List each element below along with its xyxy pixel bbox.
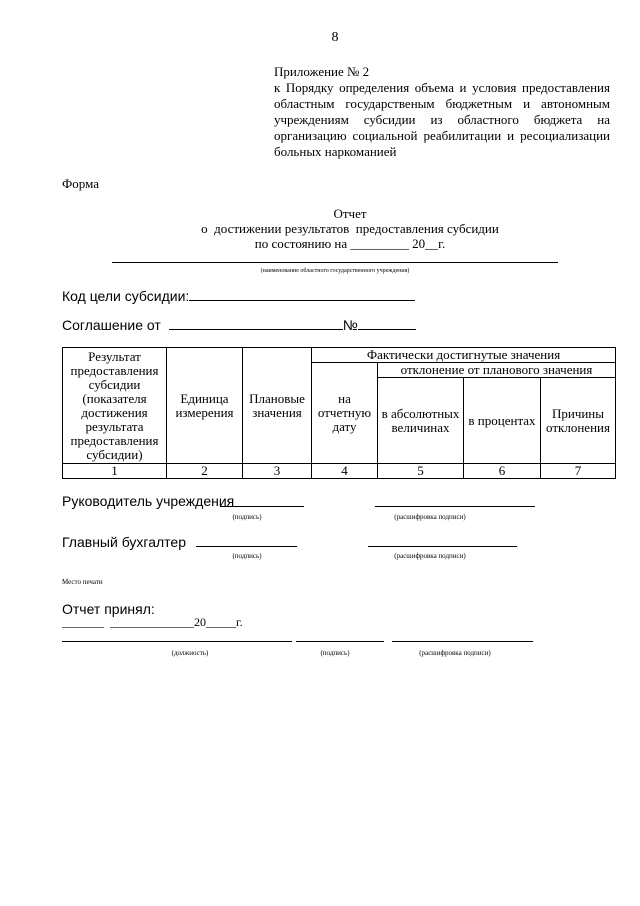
accountant-decoding-line: [368, 546, 517, 547]
accepted-label: Отчет принял:: [62, 601, 155, 617]
header-percent: в процентах: [464, 378, 541, 464]
header-unit: Единица измерения: [167, 348, 243, 464]
accepted-date: _______ ______________20_____г.: [62, 615, 243, 629]
seal-place: Место печати: [62, 578, 103, 586]
accountant-decoding-caption: (расшифровка подписи): [394, 552, 466, 560]
header-deviation-group: отклонение от планового значения: [378, 363, 616, 378]
col-number: 1: [63, 464, 167, 479]
form-label: Форма: [62, 176, 99, 191]
subsidy-goal-label: Код цели субсидии:: [62, 288, 190, 304]
accepted-signature-line: [296, 641, 384, 642]
report-title-line1: Отчет: [333, 206, 367, 221]
accepted-signature-caption: (подпись): [320, 649, 350, 657]
col-number: 5: [378, 464, 464, 479]
accepted-decoding-line: [392, 641, 533, 642]
subsidy-goal-field: [62, 288, 415, 304]
annex-text: к Порядку определения объема и условия предоставления областным государственым бюджетным и автономным учреждениям субсидии из областного бюджета на организацию социальной реабилитации и ресоциализации больных наркоманией: [274, 80, 610, 159]
table-row: [63, 464, 616, 479]
annex-title: Приложение № 2: [274, 64, 370, 79]
header-reporting-date: на отчетную дату: [312, 363, 378, 464]
header-planned: Плановые значения: [243, 348, 312, 464]
accountant-label: Главный бухгалтер: [62, 534, 186, 550]
col-number: 2: [167, 464, 243, 479]
accountant-signature-caption: (подпись): [232, 552, 262, 560]
page-number: 8: [331, 30, 339, 45]
col-number: 4: [312, 464, 378, 479]
agreement-date-blank: [169, 317, 343, 330]
head-label: Руководитель учреждения: [62, 493, 235, 509]
head-signature-line: [220, 506, 304, 507]
header-reasons: Причины отклонения: [541, 378, 616, 464]
annex-block: [274, 64, 610, 160]
accountant-signature-line: [196, 546, 297, 547]
col-number: 3: [243, 464, 312, 479]
report-title-line2: о достижении результатов предоставления субсидии: [201, 221, 499, 236]
report-title-line3: по состоянию на _________ 20__г.: [254, 236, 446, 251]
head-decoding-caption: (расшифровка подписи): [394, 513, 466, 521]
agreement-number-sign: №: [342, 317, 358, 333]
results-table: [62, 347, 616, 479]
head-decoding-line: [375, 506, 535, 507]
agreement-number-blank: [358, 317, 416, 330]
head-signature-caption: (подпись): [232, 513, 262, 521]
col-number: 7: [541, 464, 616, 479]
agreement-field: [62, 317, 416, 333]
institution-name-line: [112, 262, 558, 263]
header-actual-group: Фактически достигнутые значения: [312, 348, 616, 363]
report-title: [60, 206, 640, 251]
agreement-label: Соглашение от: [62, 317, 161, 333]
accepted-decoding-caption: (расшифровка подписи): [419, 649, 491, 657]
subsidy-goal-blank: [189, 288, 415, 301]
accepted-position-line: [62, 641, 292, 642]
header-absolute: в абсолютных величинах: [378, 378, 464, 464]
header-result: Результат предоставления субсидии (показателя достижения результата предоставления субсидии): [63, 348, 167, 464]
accepted-position-caption: (должность): [171, 649, 209, 657]
col-number: 6: [464, 464, 541, 479]
institution-caption: (наименование областного государственного учреждения): [260, 268, 410, 274]
